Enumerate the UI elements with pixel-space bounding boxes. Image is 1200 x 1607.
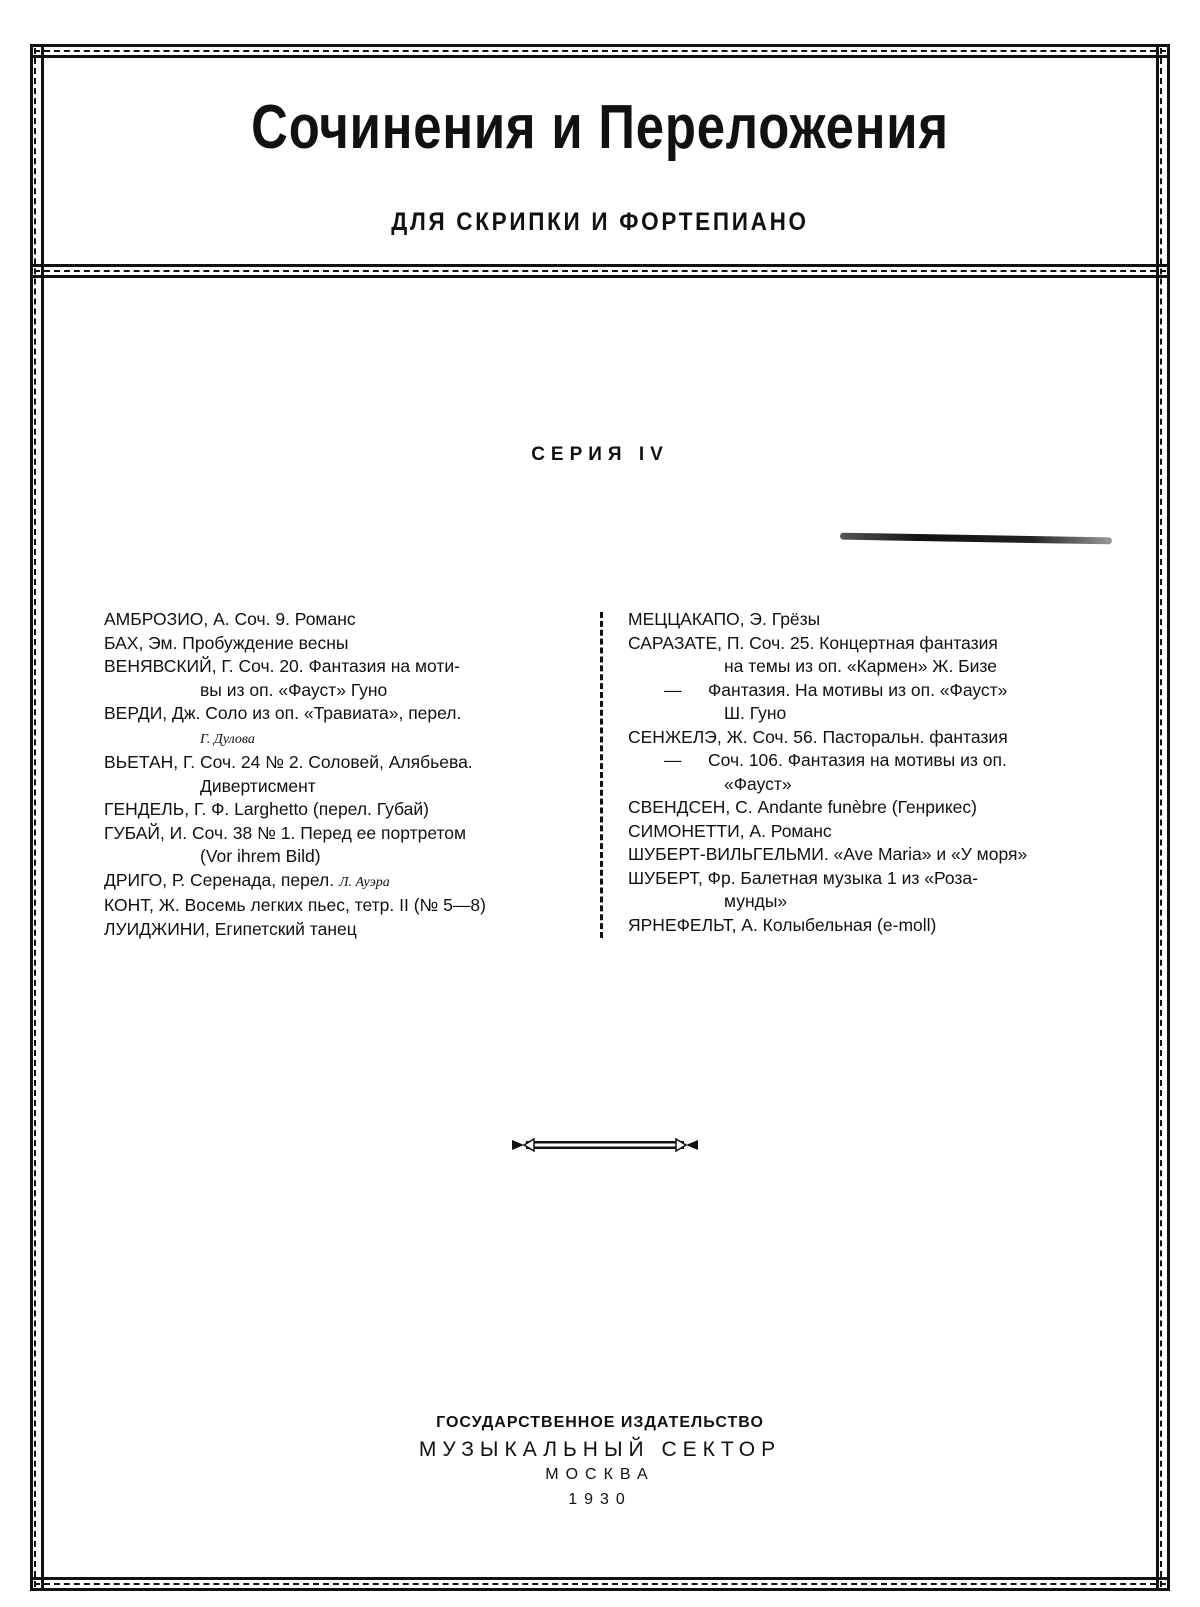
list-item-continuation: «Фауст» <box>724 773 792 794</box>
list-item-continuation: Дивертисмент <box>200 775 316 796</box>
list-item: — Фантазия. На мотивы из оп. «Фауст» <box>664 679 1008 700</box>
list-item-continuation: (Vor ihrem Bild) <box>200 846 321 866</box>
list-item: ГЕНДЕЛЬ, Г. Ф. Larghetto (перел. Губай) <box>104 799 429 819</box>
border-bottom <box>30 1577 1170 1591</box>
list-item-continuation: мунды» <box>724 891 788 911</box>
list-item-continuation: на темы из оп. «Кармен» Ж. Бизе <box>724 656 997 676</box>
border-left <box>30 44 44 1591</box>
list-item-continuation: вы из оп. «Фауст» Гуно <box>200 679 388 700</box>
list-item: ВЬЕТАН, Г. Соч. 24 № 2. Соловей, Алябьева. <box>104 752 473 772</box>
publisher-sector: МУЗЫКАЛЬНЫЙ СЕКТОР <box>418 1438 782 1461</box>
list-item: СВЕНДСЕН, С. Andante funèbre (Генрикес) <box>628 797 977 817</box>
border-top <box>30 44 1170 58</box>
catalog-right-column <box>628 608 1108 937</box>
page-title: Сочинения и Переложения <box>251 93 949 162</box>
list-item-continuation: Г. Дулова <box>200 731 255 747</box>
border-right <box>1156 44 1170 1591</box>
list-item: ВЕРДИ, Дж. Соло из оп. «Травиата», перел. <box>104 703 462 723</box>
list-item: КОНТ, Ж. Восемь легких пьес, тетр. II (№ 5—8) <box>104 895 486 915</box>
list-item: ЯРНЕФЕЛЬТ, А. Колыбельная (e-moll) <box>628 914 937 935</box>
catalog-left-column <box>104 608 584 941</box>
publication-year: 1930 <box>568 1491 632 1508</box>
list-item: ЛУИДЖИНИ, Египетский танец <box>104 918 357 939</box>
list-item-continuation: Ш. Гуно <box>724 703 787 723</box>
ornament-divider-icon <box>510 1138 700 1152</box>
list-item: — Соч. 106. Фантазия на мотивы из оп. <box>664 750 1007 770</box>
page-subtitle: ДЛЯ СКРИПКИ И ФОРТЕПИАНО <box>391 208 809 236</box>
list-item: ВЕНЯВСКИЙ, Г. Соч. 20. Фантазия на моти- <box>104 656 460 676</box>
list-item: ГУБАЙ, И. Соч. 38 № 1. Перед ее портретом <box>104 822 467 843</box>
list-item: ШУБЕРТ-ВИЛЬГЕЛЬМИ. «Ave Maria» и «У моря» <box>628 844 1028 864</box>
list-item: АМБРОЗИО, А. Соч. 9. Романс <box>104 609 356 629</box>
list-item: СЕНЖЕЛЭ, Ж. Соч. 56. Пасторальн. фантазия <box>628 726 1008 747</box>
border-header-divider <box>30 264 1170 278</box>
column-divider <box>600 612 607 938</box>
publisher-name: ГОСУДАРСТВЕННОЕ ИЗДАТЕЛЬСТВО <box>436 1414 764 1431</box>
list-item: ДРИГО, Р. Серенада, перел. Л. Ауэра <box>104 869 390 890</box>
list-item: БАХ, Эм. Пробуждение весны <box>104 632 349 653</box>
list-item: ШУБЕРТ, Фр. Балетная музыка 1 из «Роза- <box>628 867 978 888</box>
publisher-city: МОСКВА <box>545 1466 655 1483</box>
list-item: СИМОНЕТТИ, А. Романс <box>628 820 832 841</box>
list-item: МЕЦЦАКАПО, Э. Грёзы <box>628 609 821 629</box>
series-label: СЕРИЯ IV <box>531 444 669 465</box>
list-item: САРАЗАТЕ, П. Соч. 25. Концертная фантазия <box>628 632 998 653</box>
